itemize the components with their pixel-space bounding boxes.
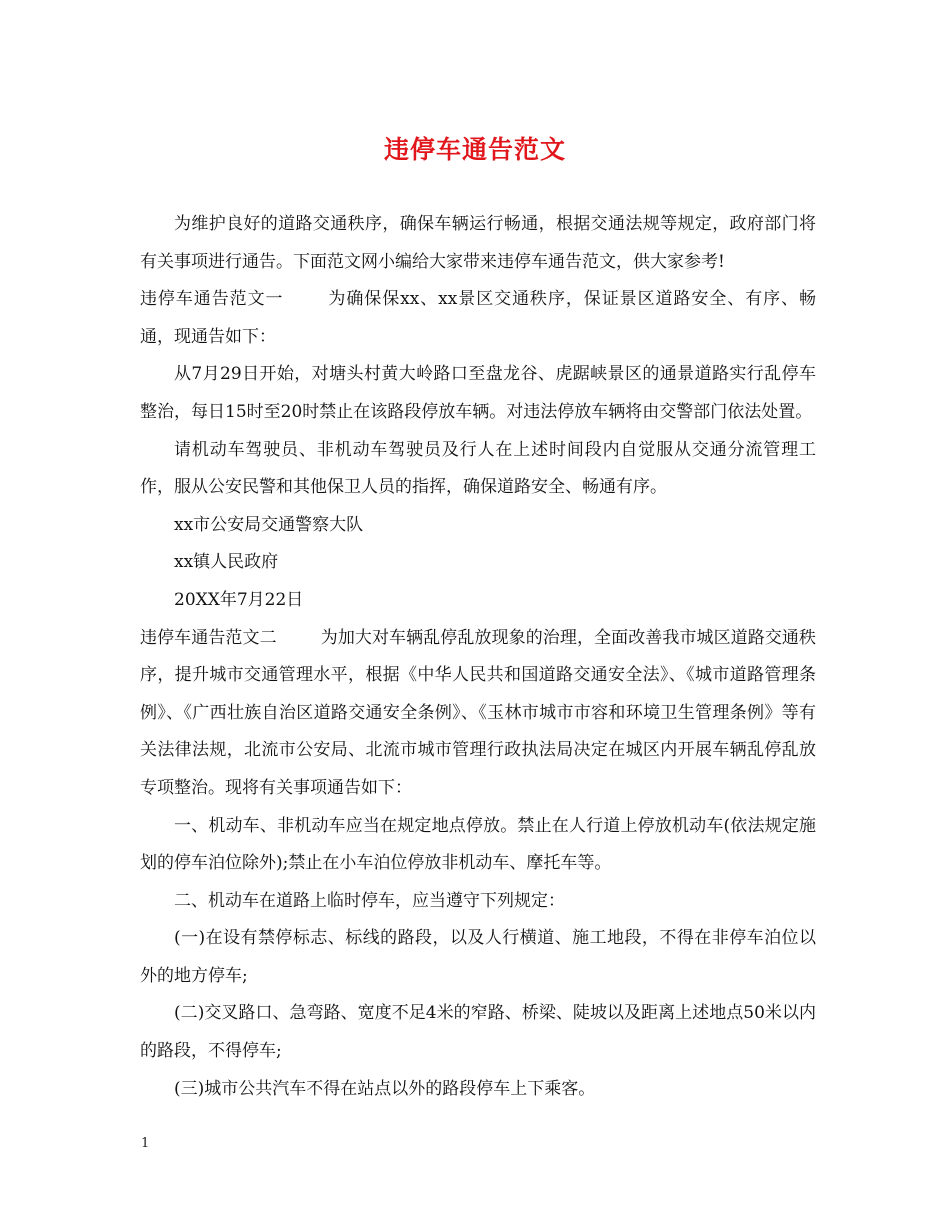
sample2-lead-paragraph <box>140 620 816 808</box>
sample2-heading: 违停车通告范文二 <box>140 627 277 648</box>
sample1-paragraph-1: 从7月29日开始，对塘头村黄大岭路口至盘龙谷、虎踞峡景区的通景道路实行乱停车整治，每日15时至20时禁止在该路段停放车辆。对违法停放车辆将由交警部门依法处置。 <box>140 364 816 422</box>
sample1-paragraph-2: 请机动车驾驶员、非机动车驾驶员及行人在上述时间段内自觉服从交通分流管理工作，服从公安民警和其他保卫人员的指挥，确保道路安全、畅通有序。 <box>140 439 816 498</box>
sample2-item-2: 二、机动车在道路上临时停车，应当遵守下列规定： <box>174 890 565 911</box>
signature-police: xx市公安局交通警察大队 <box>174 514 364 535</box>
document-title: 违停车通告范文 <box>383 135 566 164</box>
notice-date: 20XX年7月22日 <box>174 589 304 610</box>
sample2-subitem-3: (三)城市公共汽车不得在站点以外的路段停车上下乘客。 <box>174 1078 596 1099</box>
document-body <box>140 206 816 1108</box>
sample2-subitem-2: (二)交叉路口、急弯路、宽度不足4米的窄路、桥梁、陡坡以及距离上述地点50米以内的路段，不得停车; <box>140 1003 816 1062</box>
signature-government: xx镇人民政府 <box>174 552 279 573</box>
sample2-subitem-1: (一)在设有禁停标志、标线的路段，以及人行横道、施工地段，不得在非停车泊位以外的地方停车; <box>140 928 816 986</box>
sample2-item-1: 一、机动车、非机动车应当在规定地点停放。禁止在人行道上停放机动车(依法规定施划的停车泊位除外);禁止在小车泊位停放非机动车、摩托车等。 <box>140 815 816 874</box>
sample1-lead-paragraph <box>140 281 816 356</box>
sample1-heading: 违停车通告范文一 <box>140 289 284 310</box>
sample1-lead: 为确保保xx、xx景区交通秩序，保证景区道路安全、有序、畅通，现通告如下： <box>140 289 816 347</box>
page-number: 1 <box>141 1136 150 1151</box>
intro-paragraph: 为维护良好的道路交通秩序，确保车辆运行畅通，根据交通法规等规定，政府部门将有关事项进行通告。下面范文网小编给大家带来违停车通告范文，供大家参考! <box>140 214 816 272</box>
sample2-lead: 为加大对车辆乱停乱放现象的治理，全面改善我市城区道路交通秩序，提升城市交通管理水平，根据《中华人民共和国道路交通安全法》、《城市道路管理条例》、《广西壮族自治区道路交通安全条例》、《玉林市城市市容和环境卫生管理条例》等有关法律法规，北流市公安局、北流市城市管理行政执法局决定在城区内开展车辆乱停乱放专项整治。现将有关事项通告如下： <box>140 627 817 798</box>
